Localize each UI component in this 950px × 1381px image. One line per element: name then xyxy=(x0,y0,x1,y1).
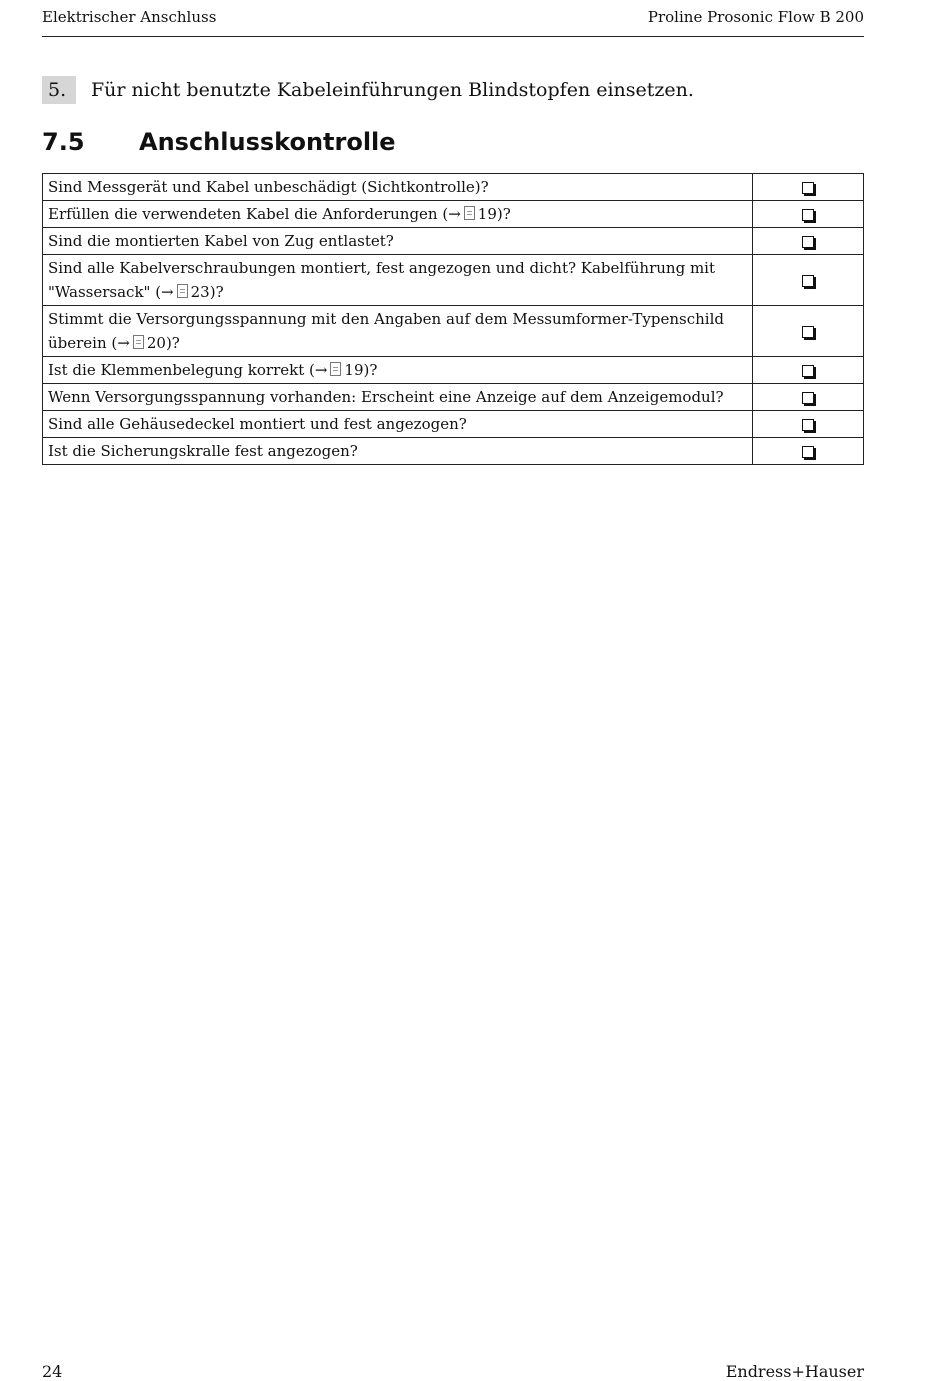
step-5 xyxy=(42,76,694,104)
checklist-checkbox-cell xyxy=(752,384,863,411)
checklist-checkbox-cell xyxy=(752,255,863,306)
question-text: Erfüllen die verwendeten Kabel die Anforderungen (→ xyxy=(48,205,461,223)
checklist-question xyxy=(43,384,753,411)
question-text: Sind die montierten Kabel von Zug entlastet? xyxy=(48,232,394,250)
checklist-row xyxy=(43,174,864,201)
page-ref-number[interactable]: 23 xyxy=(190,283,210,301)
checklist-question xyxy=(43,228,753,255)
page-ref-number[interactable]: 19 xyxy=(477,205,497,223)
page-ref-icon xyxy=(177,284,188,298)
checklist-question xyxy=(43,306,753,357)
checklist-question xyxy=(43,438,753,465)
checklist-row xyxy=(43,228,864,255)
page-number: 24 xyxy=(42,1362,63,1381)
checklist-question xyxy=(43,411,753,438)
step-text: Für nicht benutzte Kabeleinführungen Blindstopfen einsetzen. xyxy=(91,79,694,101)
checklist-checkbox-cell xyxy=(752,228,863,255)
question-text-end: )? xyxy=(165,334,180,352)
question-text-end: )? xyxy=(363,361,378,379)
checkbox-icon[interactable] xyxy=(802,446,814,458)
page-ref-icon xyxy=(330,362,341,376)
page-header xyxy=(42,6,864,37)
question-text-end: )? xyxy=(209,283,224,301)
page-ref-number[interactable]: 19 xyxy=(344,361,364,379)
header-chapter: Elektrischer Anschluss xyxy=(42,8,217,26)
checkbox-icon[interactable] xyxy=(802,392,814,404)
checklist-row xyxy=(43,384,864,411)
checklist-question xyxy=(43,357,753,384)
checklist-question xyxy=(43,255,753,306)
checklist-checkbox-cell xyxy=(752,357,863,384)
checklist-row xyxy=(43,438,864,465)
brand-name: Endress+Hauser xyxy=(725,1362,864,1381)
question-text: Stimmt die Versorgungsspannung mit den Angaben auf dem Messumformer-Typenschild überein (→ xyxy=(48,310,724,352)
header-product: Proline Prosonic Flow B 200 xyxy=(647,8,864,26)
question-text: Ist die Sicherungskralle fest angezogen? xyxy=(48,442,358,460)
question-text: Ist die Klemmenbelegung korrekt (→ xyxy=(48,361,328,379)
checkbox-icon[interactable] xyxy=(802,326,814,338)
checklist-row xyxy=(43,306,864,357)
page-ref-icon xyxy=(133,335,144,349)
checklist-checkbox-cell xyxy=(752,411,863,438)
step-number: 5. xyxy=(42,76,76,104)
checkbox-icon[interactable] xyxy=(802,209,814,221)
question-text: Sind alle Gehäusedeckel montiert und fest angezogen? xyxy=(48,415,467,433)
checkbox-icon[interactable] xyxy=(802,365,814,377)
checklist-question xyxy=(43,174,753,201)
checkbox-icon[interactable] xyxy=(802,182,814,194)
question-text: Sind alle Kabelverschraubungen montiert, fest angezogen und dicht? Kabelführung mit "Wassersack" (→ xyxy=(48,259,715,301)
question-text: Wenn Versorgungsspannung vorhanden: Erscheint eine Anzeige auf dem Anzeigemodul? xyxy=(48,388,724,406)
checklist-row xyxy=(43,411,864,438)
checklist-checkbox-cell xyxy=(752,438,863,465)
checklist-checkbox-cell xyxy=(752,306,863,357)
section-number: 7.5 xyxy=(42,128,85,156)
checklist-checkbox-cell xyxy=(752,174,863,201)
question-text: Sind Messgerät und Kabel unbeschädigt (Sichtkontrolle)? xyxy=(48,178,489,196)
checklist-table xyxy=(42,173,864,465)
checkbox-icon[interactable] xyxy=(802,275,814,287)
checkbox-icon[interactable] xyxy=(802,236,814,248)
checklist-checkbox-cell xyxy=(752,201,863,228)
section-heading xyxy=(42,128,396,156)
checkbox-icon[interactable] xyxy=(802,419,814,431)
checklist-question xyxy=(43,201,753,228)
checklist-row xyxy=(43,255,864,306)
checklist-row xyxy=(43,201,864,228)
section-title: Anschlusskontrolle xyxy=(139,128,396,156)
page-ref-number[interactable]: 20 xyxy=(146,334,166,352)
question-text-end: )? xyxy=(496,205,511,223)
page-ref-icon xyxy=(464,206,475,220)
checklist-row xyxy=(43,357,864,384)
